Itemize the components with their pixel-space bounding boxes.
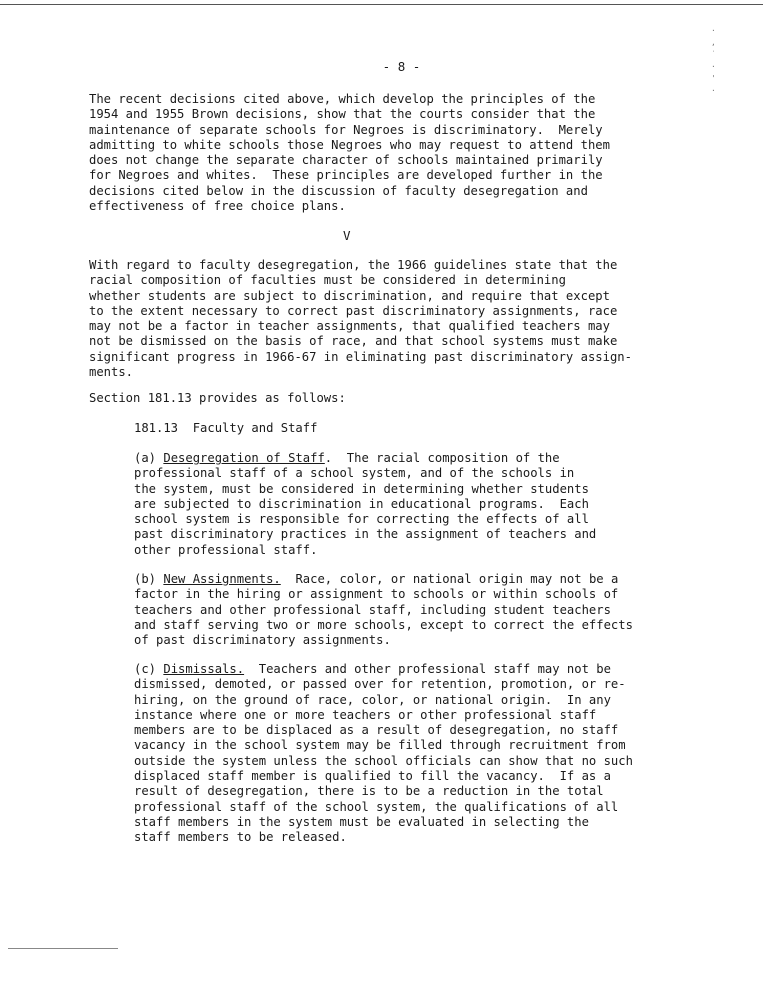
text-line: ments. bbox=[89, 365, 134, 380]
text-line: for Negroes and whites. These principles are developed further in the bbox=[89, 168, 603, 183]
subsection-title: New Assignments. bbox=[163, 572, 281, 586]
text-line: Section 181.13 provides as follows: bbox=[89, 391, 346, 405]
text-fragment: Race, color, or national origin may not be a bbox=[280, 572, 619, 586]
text-line: significant progress in 1966-67 in eliminating past discriminatory assign- bbox=[89, 349, 632, 364]
text-line: other professional staff. bbox=[134, 542, 318, 557]
text-line: to the extent necessary to correct past discriminatory assignments, race bbox=[89, 303, 618, 318]
subsection-c bbox=[134, 662, 633, 846]
text-line: result of desegregation, there is to be a reduction in the total bbox=[134, 784, 604, 799]
text-line: may not be a factor in teacher assignments, that qualified teachers may bbox=[89, 319, 610, 334]
text-line: outside the system unless the school officials can show that no such bbox=[134, 753, 633, 768]
scan-edge-line bbox=[0, 4, 763, 5]
text-line: decisions cited below in the discussion of faculty desegregation and bbox=[89, 183, 588, 198]
text-line: The recent decisions cited above, which develop the principles of the bbox=[89, 92, 596, 106]
text-line: displaced staff member is qualified to fill the vacancy. If as a bbox=[134, 769, 611, 784]
subsection-label: (a) bbox=[134, 451, 164, 465]
text-line: maintenance of separate schools for Negroes is discriminatory. Merely bbox=[89, 122, 603, 137]
text-line: teachers and other professional staff, including student teachers bbox=[134, 602, 611, 617]
text-line: past discriminatory practices in the assignment of teachers and bbox=[134, 527, 597, 542]
text-line: staff members to be released. bbox=[134, 830, 347, 845]
text-line: racial composition of faculties must be considered in determining bbox=[89, 273, 566, 288]
text-line: With regard to faculty desegregation, the 1966 guidelines state that the bbox=[89, 258, 618, 272]
text-line: professional staff of a school system, and of the schools in bbox=[134, 466, 575, 481]
paragraph-recent-decisions bbox=[89, 92, 610, 214]
section-numeral: V bbox=[343, 228, 351, 243]
text-line: dismissed, demoted, or passed over for retention, promotion, or re- bbox=[134, 677, 626, 692]
text-line: not be dismissed on the basis of race, and that school systems must make bbox=[89, 334, 618, 349]
text-line: are subjected to discrimination in educational programs. Each bbox=[134, 496, 589, 511]
scan-speckles: · ‚ ˙ · ' · bbox=[711, 26, 716, 95]
paragraph-faculty-desegregation bbox=[89, 258, 632, 380]
text-line: and staff serving two or more schools, except to correct the effects bbox=[134, 617, 633, 632]
text-line: school system is responsible for correcting the effects of all bbox=[134, 512, 589, 527]
subsection-label: (b) bbox=[134, 572, 164, 586]
text-line: effectiveness of free choice plans. bbox=[89, 199, 346, 214]
text-line: factor in the hiring or assignment to schools or within schools of bbox=[134, 587, 619, 602]
text-line: of past discriminatory assignments. bbox=[134, 633, 391, 648]
text-line: professional staff of the school system, the qualifications of all bbox=[134, 799, 619, 814]
text-line: vacancy in the school system may be filled through recruitment from bbox=[134, 738, 626, 753]
subsection-title: Dismissals. bbox=[163, 662, 245, 676]
text-line: instance where one or more teachers or other professional staff bbox=[134, 707, 597, 722]
subsection-title: Desegregation of Staff bbox=[163, 451, 325, 465]
text-line: the system, must be considered in determining whether students bbox=[134, 481, 589, 496]
subsection-b bbox=[134, 572, 633, 648]
text-line: 1954 and 1955 Brown decisions, show that the courts consider that the bbox=[89, 107, 596, 122]
text-line: does not change the separate character of schools maintained primarily bbox=[89, 153, 603, 168]
text-line: staff members in the system must be evaluated in selecting the bbox=[134, 814, 589, 829]
subsection-a bbox=[134, 451, 596, 558]
text-line: hiring, on the ground of race, color, or national origin. In any bbox=[134, 692, 611, 707]
text-line: members are to be displaced as a result of desegregation, no staff bbox=[134, 723, 619, 738]
page-number: - 8 - bbox=[382, 59, 421, 74]
subsection-label: (c) bbox=[134, 662, 164, 676]
scan-edge-line bbox=[8, 948, 118, 949]
text-line: admitting to white schools those Negroes who may request to attend them bbox=[89, 137, 610, 152]
text-fragment: Teachers and other professional staff may not be bbox=[244, 662, 611, 676]
section-intro bbox=[89, 391, 346, 406]
text-line: 181.13 Faculty and Staff bbox=[134, 421, 318, 435]
text-fragment: . The racial composition of the bbox=[324, 451, 560, 465]
text-line: whether students are subject to discrimination, and require that except bbox=[89, 288, 610, 303]
section-heading bbox=[134, 421, 317, 436]
